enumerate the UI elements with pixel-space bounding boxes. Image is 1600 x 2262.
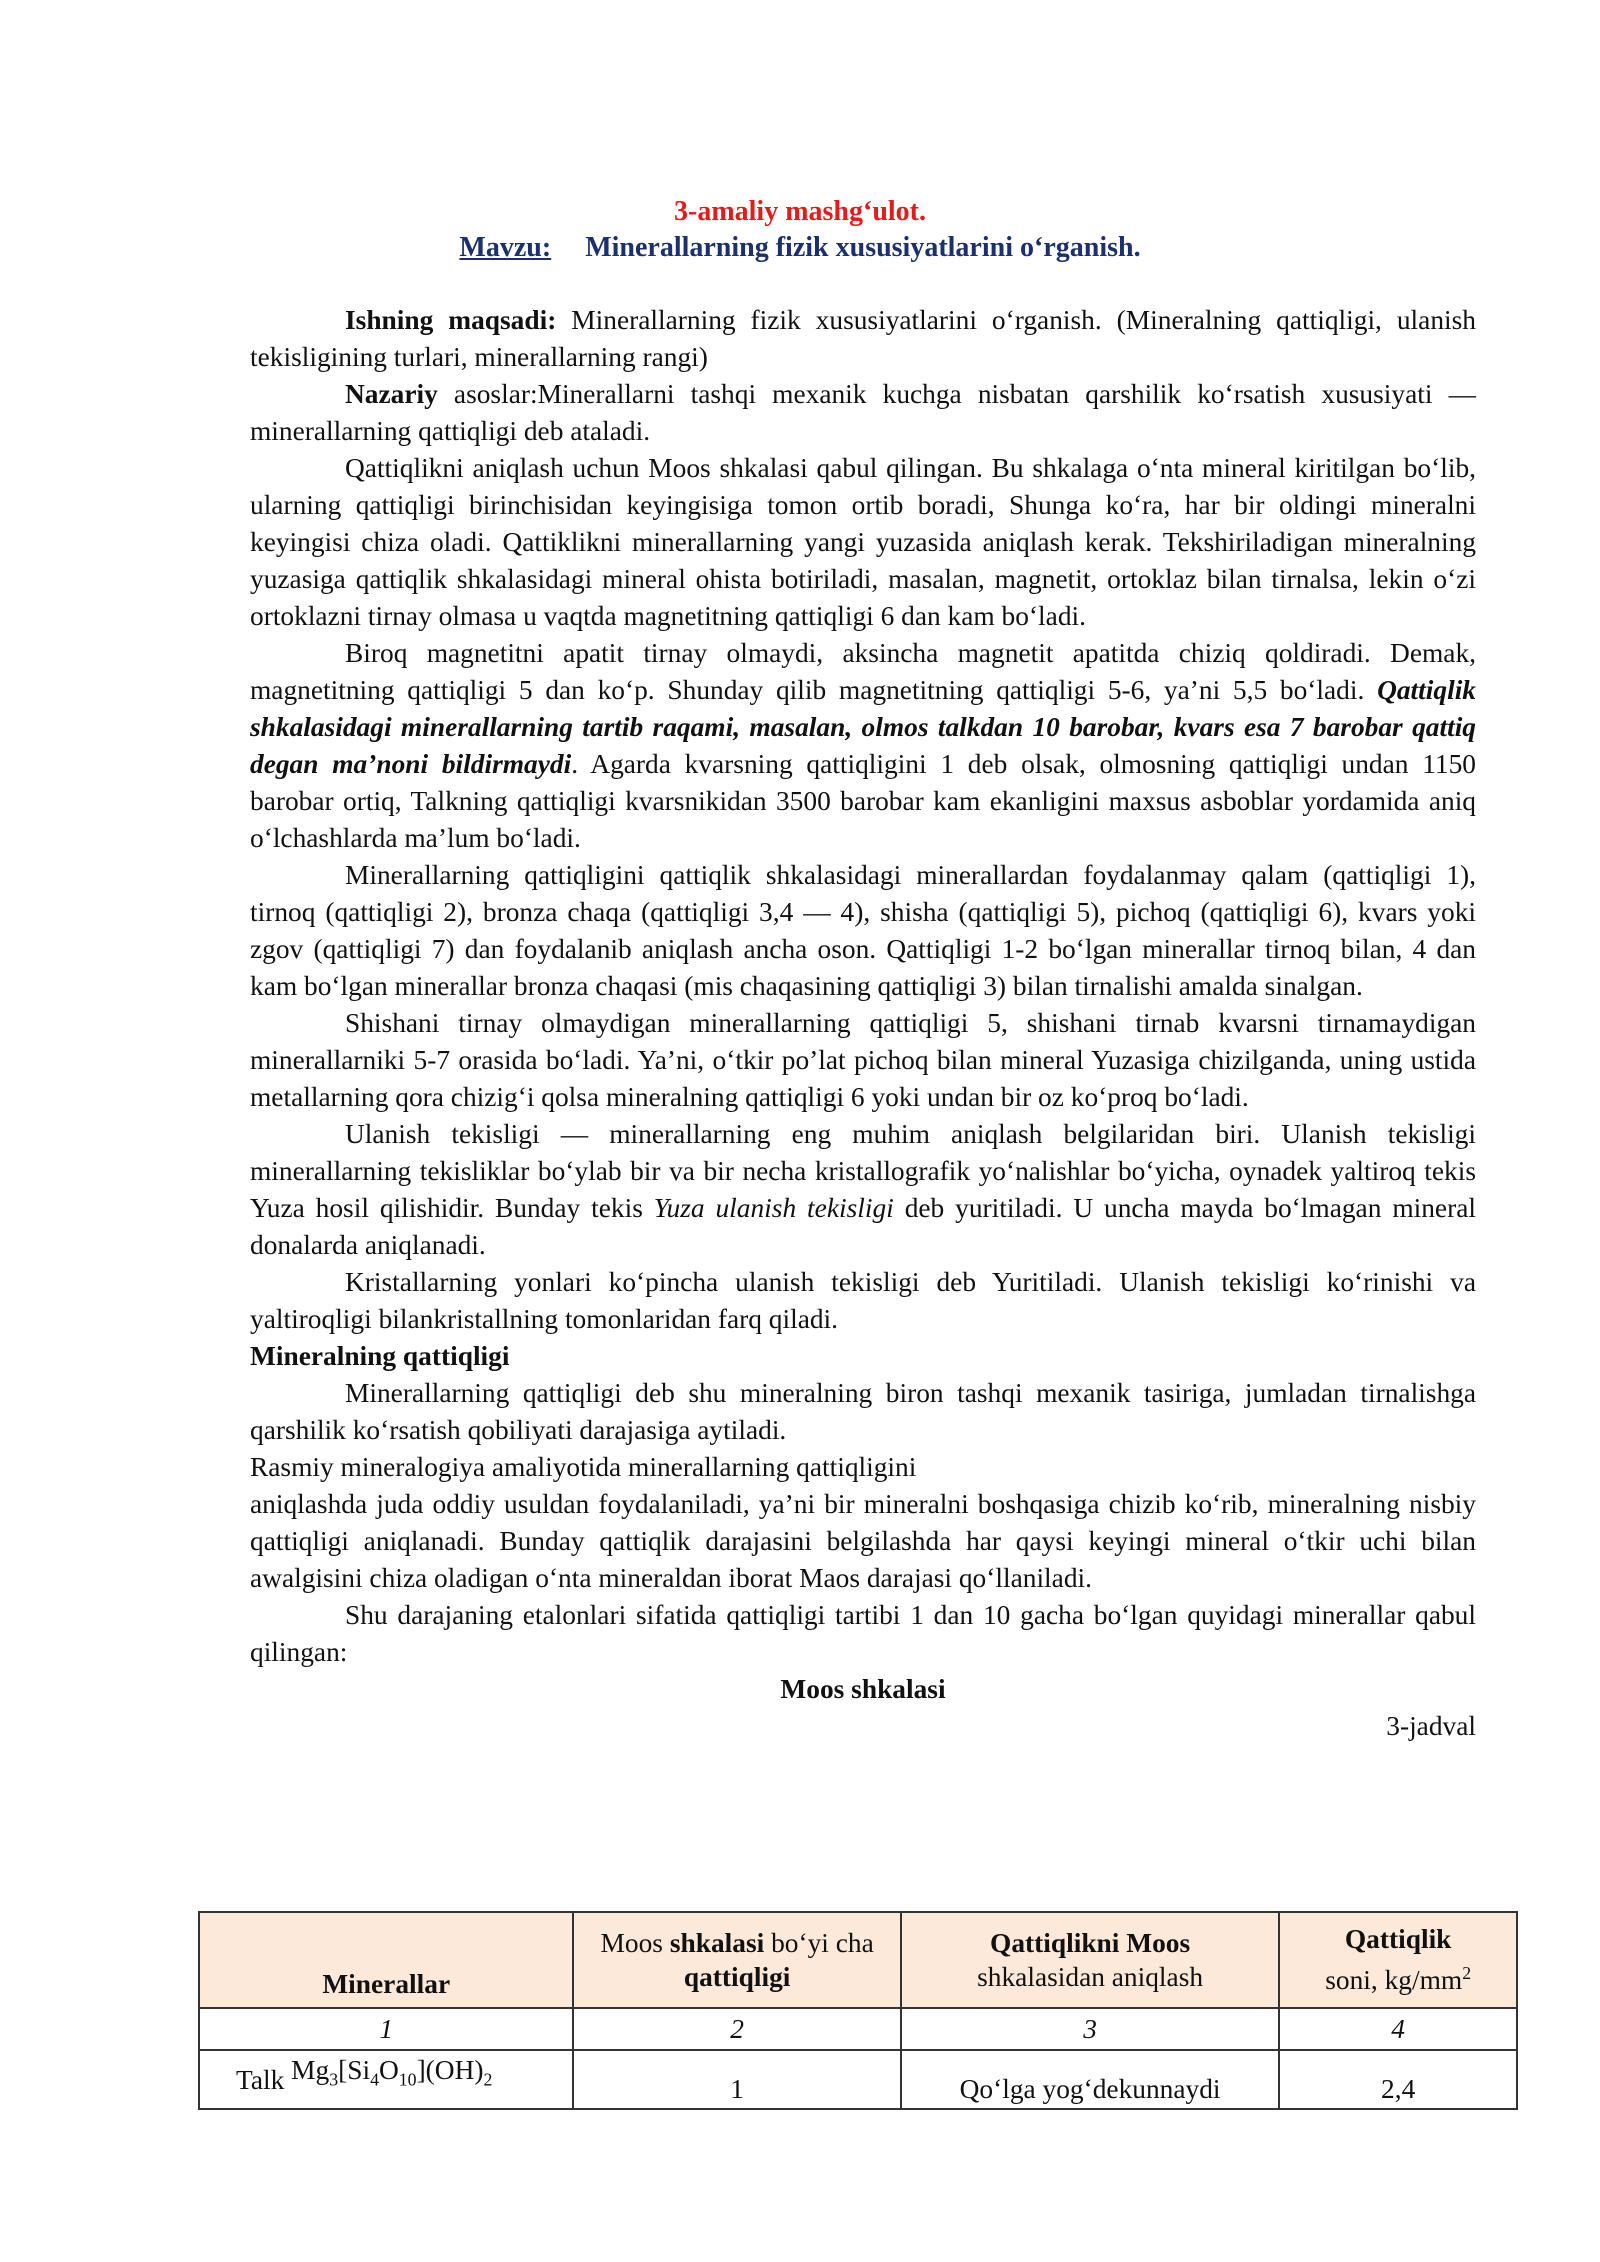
formula-sub: 10 xyxy=(398,2069,417,2089)
table-column-numbers-row xyxy=(199,2008,1517,2050)
table-row xyxy=(199,2050,1517,2109)
column-number: 4 xyxy=(1279,2008,1517,2050)
cell-hardness: 2,4 xyxy=(1279,2050,1517,2109)
header-hardness-a: Qattiqlik xyxy=(1344,1924,1452,1955)
header-method-b: shkalasidan aniqlash xyxy=(977,1962,1204,1992)
cell-scale: 1 xyxy=(573,2050,900,2109)
theory-label: Nazariy xyxy=(345,379,438,409)
formula-sub: 2 xyxy=(483,2069,493,2089)
section-heading-text: Mineralning qattiqligi xyxy=(250,1341,510,1371)
formula-part: O xyxy=(378,2054,399,2085)
header-minerals: Minerallar xyxy=(199,1912,573,2008)
header-hardness xyxy=(1279,1912,1517,2008)
column-number: 3 xyxy=(901,2008,1279,2050)
header-moos-scale-c: bo‘yi cha xyxy=(764,1928,874,1958)
table-header-row xyxy=(199,1912,1517,2008)
header-moos-scale-d: qattiqligi xyxy=(683,1962,791,1992)
mineral-formula xyxy=(291,2054,493,2089)
paragraph-10: Rasmiy mineralogiya amaliyotida minerallarning qattiqligini xyxy=(250,1452,917,1482)
goal-label: Ishning maqsadi: xyxy=(345,305,557,335)
paragraph-goal xyxy=(250,302,1476,376)
formula-part: Mg xyxy=(291,2054,330,2085)
formula-part: ](OH) xyxy=(416,2054,484,2085)
header-moos-scale-a: Moos xyxy=(600,1928,670,1958)
table-number: 3-jadval xyxy=(1386,1711,1476,1741)
topic-text: Minerallarning fizik xususiyatlarini o‘rganish. xyxy=(585,232,1141,263)
topic-line xyxy=(0,232,1600,264)
formula-part: [Si xyxy=(338,2054,371,2085)
paragraph-3: Qattiqlikni aniqlash uchun Moos shkalasi qabul qilingan. Bu shkalaga o‘nta mineral kiritilgan bo‘lib, ularning qattiqligi birinchisidan keyingisiga tomon ortib boradi, Shunga ko‘ra, har bir oldingi mineralni keyingisi chiza oladi. Qattiklikni minerallarning yangi yuzasida aniqlash kerak. Tekshiriladigan mineralning yuzasiga qattiqlik shkalasidagi mineral ohista botiriladi, masalan, magnetit, ortoklaz bilan tirnalsa, lekin o‘zi ortoklazni tirnay olmasa u vaqtda magnetitning qattiqligi 6 dan kam bo‘ladi. xyxy=(250,453,1476,631)
goal-text: Minerallarning fizik xususiyatlarini o‘rganish. (Mineralning qattiqligi, ulanish tekisligining turlari, minerallarning rangi) xyxy=(250,305,1476,372)
header-hardness-b: soni, kg/mm xyxy=(1325,1965,1463,1996)
cell-mineral xyxy=(199,2050,573,2109)
mineral-name: Talk xyxy=(236,2064,292,2095)
column-number: 2 xyxy=(573,2008,900,2050)
theory-text: asoslar:Minerallarni tashqi mexanik kuchga nisbatan qarshilik ko‘rsatish xususiyati — minerallarning qattiqligi deb ataladi. xyxy=(250,379,1476,446)
header-method-a: Qattiqlikni Moos xyxy=(990,1928,1191,1958)
paragraph-12: Shu darajaning etalonlari sifatida qattiqligi tartibi 1 dan 10 gacha bo‘lgan quyidagi minerallar qabul qilingan: xyxy=(250,1600,1476,1667)
paragraph-4-text-a: Biroq magnetitni apatit tirnay olmaydi, aksincha magnetit apatitda chiziq qoldiradi. Demak, magnetitning qattiqligi 5 dan ko‘p. Shunday qilib magnetitning qattiqligi 5-6, ya’ni 5,5 bo‘ladi. xyxy=(250,638,1476,705)
topic-label: Mavzu: xyxy=(459,232,552,263)
paragraph-4-text-b: . Agarda kvarsning qattiqligini 1 deb olsak, olmosning qattiqligi undan 1150 barobar ortiq, Talkning qattiqligi kvarsnikidan 3500 barobar kam ekanligini maxsus asboblar yordamida aniq o‘lchashlarda ma’lum bo‘ladi. xyxy=(250,749,1476,853)
paragraph-7-text-b: deb yuritiladi. U uncha mayda bo‘lmagan mineral donalarda aniqlanadi. xyxy=(250,1193,1476,1260)
paragraph-5: Minerallarning qattiqligini qattiqlik shkalasidagi minerallardan foydalanmay qalam (qattiqligi 1), tirnoq (qattiqligi 2), bronza chaqa (qattiqligi 3,4 — 4), shisha (qattiqligi 5), pichoq (qattiqligi 6), kvars yoki zgov (qattiqligi 7) dan foydalanib aniqlash ancha oson. Qattiqligi 1-2 bo‘lgan minerallar tirnoq bilan, 4 dan kam bo‘lgan minerallar bronza chaqasi (mis chaqasining qattiqligi 3) bilan tirnalishi amalda sinalgan. xyxy=(250,860,1476,1001)
formula-sub: 3 xyxy=(329,2069,339,2089)
table-caption: Moos shkalasi xyxy=(780,1674,946,1704)
document-body xyxy=(250,302,1476,1745)
cell-method: Qo‘lga yog‘dekunnaydi xyxy=(901,2050,1279,2109)
paragraph-4-emphasis: Qattiqlik shkalasidagi minerallarning tartib raqami, masalan, olmos talkdan 10 barobar, kvars esa 7 barobar qattiq degan ma’noni bildirmaydi xyxy=(250,675,1476,779)
paragraph-7-text-a: Ulanish tekisligi — minerallarning eng muhim aniqlash belgilaridan biri. Ulanish tekisligi minerallarning tekisliklar bo‘ylab bir va bir necha kristallografik yo‘nalishlar bo‘yicha, oynadek yaltiroq tekis Yuza hosil qilishidir. Bunday tekis xyxy=(250,1119,1476,1223)
paragraph-7-italic: Yuza ulanish tekisligi xyxy=(653,1193,894,1223)
header-moos-scale-b: shkalasi xyxy=(669,1928,765,1958)
paragraph-7 xyxy=(250,1116,1476,1264)
column-number: 1 xyxy=(199,2008,573,2050)
practice-title: 3-amaliy mashg‘ulot. xyxy=(674,196,926,227)
paragraph-theory xyxy=(250,376,1476,450)
paragraph-6: Shishani tirnay olmaydigan minerallarning qattiqligi 5, shishani tirnab kvarsni tirnamaydigan minerallarniki 5-7 orasida bo‘ladi. Ya’ni, o‘tkir po’lat pichoq bilan mineral Yuzasiga chizilganda, uning ustida metallarning qora chizig‘i qolsa mineralning qattiqligi 6 yoki undan bir oz ko‘proq bo‘ladi. xyxy=(250,1008,1476,1112)
section-heading xyxy=(250,1338,1476,1375)
moos-scale-table xyxy=(198,1911,1518,2110)
header-moos-scale xyxy=(573,1912,900,2008)
header-method xyxy=(901,1912,1279,2008)
paragraph-11: aniqlashda juda oddiy usuldan foydalaniladi, ya’ni bir mineralni boshqasiga chizib ko‘rib, mineralning nisbiy qattiqligi aniqlanadi. Bunday qattiqlik darajasini belgilashda har qaysi keyingi mineral o‘tkir uchi bilan awalgisini chiza oladigan o‘nta mineraldan iborat Maos darajasi qo‘llaniladi. xyxy=(250,1489,1476,1593)
paragraph-8: Kristallarning yonlari ko‘pincha ulanish tekisligi deb Yuritiladi. Ulanish tekisligi ko‘rinishi va yaltiroqligi bilankristallning tomonlaridan farq qiladi. xyxy=(250,1267,1476,1334)
paragraph-9: Minerallarning qattiqligi deb shu mineralning biron tashqi mexanik tasiriga, jumladan tirnalishga qarshilik ko‘rsatish qobiliyati darajasiga aytiladi. xyxy=(250,1378,1476,1445)
formula-sub: 4 xyxy=(370,2069,379,2089)
paragraph-4 xyxy=(250,635,1476,857)
header-hardness-sup: 2 xyxy=(1462,1963,1472,1984)
